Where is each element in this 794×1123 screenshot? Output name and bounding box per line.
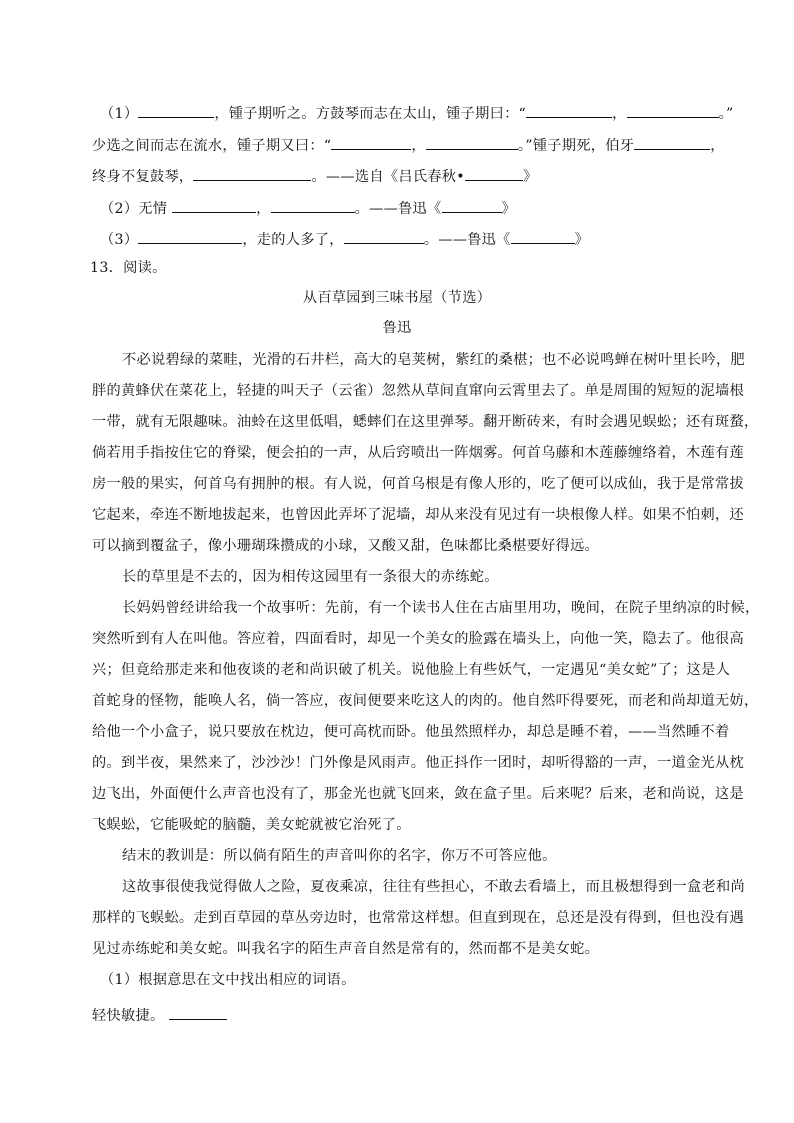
q12-item2: （2）无情 ， 。——鲁迅《 》 bbox=[100, 197, 730, 219]
passage-line: 房一般的果实，何首乌有拥肿的根。有人说，何首乌根是有像人形的，吃了便可以成仙，我于是常常拔 bbox=[92, 476, 744, 492]
answer-blank[interactable] bbox=[169, 1004, 227, 1020]
q12-item1-line2: 少选之间而志在流水，锺子期又曰：“ ， 。”锺子期死，伯牙 ， bbox=[92, 134, 722, 156]
answer-blank[interactable] bbox=[331, 134, 411, 150]
answer-blank[interactable] bbox=[138, 228, 242, 244]
passage-line: 那样的飞蜈蚣。走到百草园的草丛旁边时，也常常这样想。但直到现在，总还是没有得到，但也没有遇 bbox=[92, 910, 744, 926]
answer-blank[interactable] bbox=[627, 102, 719, 118]
passage-line: 首蛇身的怪物，能唤人名，倘一答应，夜间便要来吃这人的肉的。他自然吓得要死，而老和尚却道无妨， bbox=[92, 693, 759, 709]
passage-author: 鲁迅 bbox=[382, 320, 412, 336]
answer-blank[interactable] bbox=[271, 197, 355, 213]
answer-blank[interactable] bbox=[634, 134, 710, 150]
passage-line: 这故事很使我觉得做人之险，夏夜乘凉，往往有些担心，不敢去看墙上，而且极想得到一盒老和尚 bbox=[122, 879, 745, 895]
passage-line: 结末的教训是：所以倘有陌生的声音叫你的名字，你万不可答应他。 bbox=[122, 848, 557, 864]
answer-blank[interactable] bbox=[442, 197, 502, 213]
passage-line: 胖的黄蜂伏在菜花上，轻捷的叫天子（云雀）忽然从草间直窜向云霄里去了。单是周围的短短的泥墙根 bbox=[92, 383, 744, 399]
passage-line: 长的草里是不去的，因为相传这园里有一条很大的赤练蛇。 bbox=[122, 569, 499, 585]
q12-item3: （3） ，走的人多了， 。——鲁迅《 》 bbox=[100, 228, 730, 250]
passage-line: 一带，就有无限趣味。油蛉在这里低唱，蟋蟀们在这里弹琴。翻开断砖来，有时会遇见蜈蚣；还有斑蝥， bbox=[92, 414, 759, 430]
passage-line: 兴；但竟给那走来和他夜谈的老和尚识破了机关。说他脸上有些妖气，一定遇见“美女蛇”了；这是人 bbox=[92, 662, 731, 678]
passage-line: 的。到半夜，果然来了，沙沙沙！门外像是风雨声。他正抖作一团时，却听得豁的一声，一道金光从枕 bbox=[92, 755, 744, 771]
q13-sub1-prompt: （1）根据意思在文中找出相应的词语。 bbox=[100, 972, 356, 988]
q13-sub1a: 轻快敏捷。 bbox=[92, 1004, 722, 1026]
answer-blank[interactable] bbox=[511, 228, 575, 244]
answer-blank[interactable] bbox=[344, 228, 424, 244]
passage-line: 给他一个小盒子，说只要放在枕边，便可高枕而卧。他虽然照样办，却总是睡不着，——当然睡不着 bbox=[92, 724, 730, 740]
q12-item1-line3: 终身不复鼓琴， 。——选自《吕氏春秋• 》 bbox=[92, 165, 722, 187]
passage-line: 突然听到有人在叫他。答应着，四面看时，却见一个美女的脸露在墙头上，向他一笑，隐去了。他很高 bbox=[92, 631, 744, 647]
answer-blank[interactable] bbox=[172, 197, 256, 213]
answer-blank[interactable] bbox=[465, 165, 523, 181]
answer-blank[interactable] bbox=[426, 134, 518, 150]
passage-line: 不必说碧绿的菜畦，光滑的石井栏，高大的皂荚树，紫红的桑椹；也不必说鸣蝉在树叶里长吟，肥 bbox=[122, 352, 745, 368]
passage-line: 飞蜈蚣，它能吸蛇的脑髓，美女蛇就被它治死了。 bbox=[92, 817, 411, 833]
passage-title: 从百草园到三味书屋（节选） bbox=[302, 290, 492, 306]
answer-blank[interactable] bbox=[193, 165, 311, 181]
passage-line: 长妈妈曾经讲给我一个故事听：先前，有一个读书人住在古庙里用功，晚间，在院子里纳凉的时候， bbox=[122, 600, 760, 616]
passage-line: 边飞出，外面便什么声音也没有了，那金光也就飞回来，敛在盒子里。后来呢？后来，老和尚说，这是 bbox=[92, 786, 744, 802]
passage-line: 倘若用手指按住它的脊梁，便会拍的一声，从后窍喷出一阵烟雾。何首乌藤和木莲藤缠络着，木莲有莲 bbox=[92, 445, 744, 461]
passage-line: 可以摘到覆盆子，像小珊瑚珠攒成的小球，又酸又甜，色味都比桑椹要好得远。 bbox=[92, 538, 600, 554]
q12-item1-line1: （1） ，锺子期听之。方鼓琴而志在太山，锺子期曰：“ ， 。” bbox=[100, 102, 730, 124]
q13-label: 13．阅读。 bbox=[90, 260, 167, 276]
answer-blank[interactable] bbox=[138, 102, 214, 118]
answer-blank[interactable] bbox=[526, 102, 612, 118]
passage-line: 它起来，牵连不断地拔起来，也曾因此弄坏了泥墙，却从来没有见过有一块根像人样。如果不怕刺，还 bbox=[92, 507, 744, 523]
passage-line: 见过赤练蛇和美女蛇。叫我名字的陌生声音自然是常有的，然而都不是美女蛇。 bbox=[92, 941, 600, 957]
